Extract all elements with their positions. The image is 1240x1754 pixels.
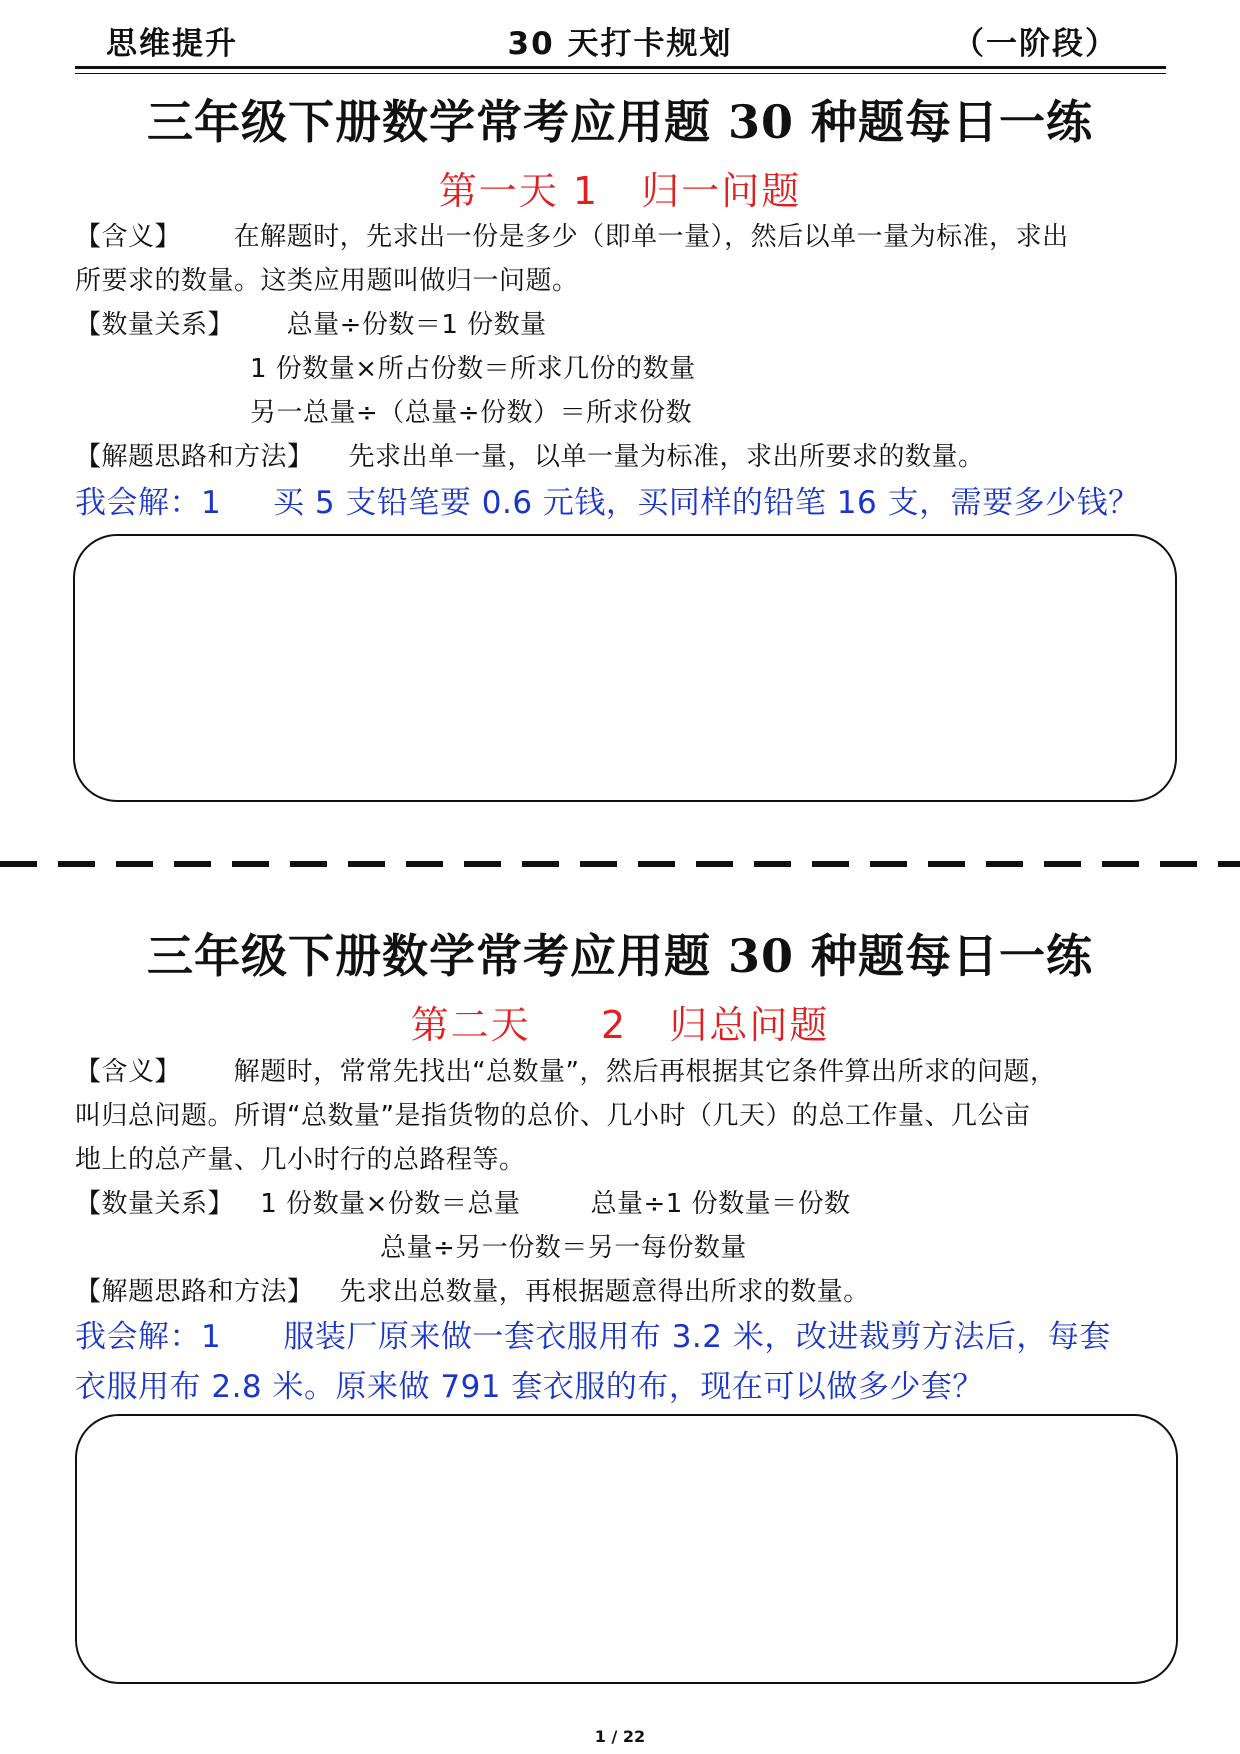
meaning-text: 【含义】 解题时，常常先找出“总数量”，然后再根据其它条件算出所求的问题， [75,1057,1057,1087]
method-text: 【解题思路和方法】 先求出总数量，再根据题意得出所求的数量。 [75,1277,870,1307]
meaning-text: 地上的总产量、几小时行的总路程等。 [75,1145,526,1175]
section-title: 三年级下册数学常考应用题 30 种题每日一练 [146,929,1094,983]
header-rule-thick [75,66,1166,69]
relation-text: 1 份数量×所占份数＝所求几份的数量 [250,354,696,384]
question-text: 我会解：1 服装厂原来做一套衣服用布 3.2 米，改进裁剪方法后，每套 [75,1319,1111,1355]
method-text: 【解题思路和方法】 先求出单一量，以单一量为标准，求出所要求的数量。 [75,442,985,472]
question-text: 衣服用布 2.8 米。原来做 791 套衣服的布，现在可以做多少套？ [75,1369,984,1405]
section-subtitle: 第一天 1 归一问题 [438,169,802,213]
question-text: 我会解：1 买 5 支铅笔要 0.6 元钱，买同样的铅笔 16 支，需要多少钱？ [75,485,1140,521]
header-left-label: 思维提升 [106,26,238,62]
relation-text: 另一总量÷（总量÷份数）＝所求份数 [250,398,693,428]
answer-box[interactable] [75,1414,1178,1684]
dashed-divider [0,861,1240,867]
header-rule-thin [75,73,1166,74]
section-title: 三年级下册数学常考应用题 30 种题每日一练 [146,95,1094,149]
meaning-text: 所要求的数量。这类应用题叫做归一问题。 [75,266,579,296]
section-subtitle: 第二天 2 归总问题 [410,1003,830,1047]
answer-box[interactable] [73,534,1177,802]
page-number: 1 / 22 [594,1727,646,1746]
relation-text: 【数量关系】 1 份数量×份数＝总量 总量÷1 份数量＝份数 [75,1189,851,1219]
relation-text: 总量÷另一份数＝另一每份数量 [380,1233,747,1263]
meaning-text: 【含义】 在解题时，先求出一份是多少（即单一量），然后以单一量为标准，求出 [75,222,1069,252]
header-right-label: （一阶段） [953,26,1118,62]
header-center-label: 30 天打卡规划 [507,26,733,62]
relation-text: 【数量关系】 总量÷份数＝1 份数量 [75,310,547,340]
meaning-text: 叫归总问题。所谓“总数量”是指货物的总价、几小时（几天）的总工作量、几公亩 [75,1101,1031,1131]
